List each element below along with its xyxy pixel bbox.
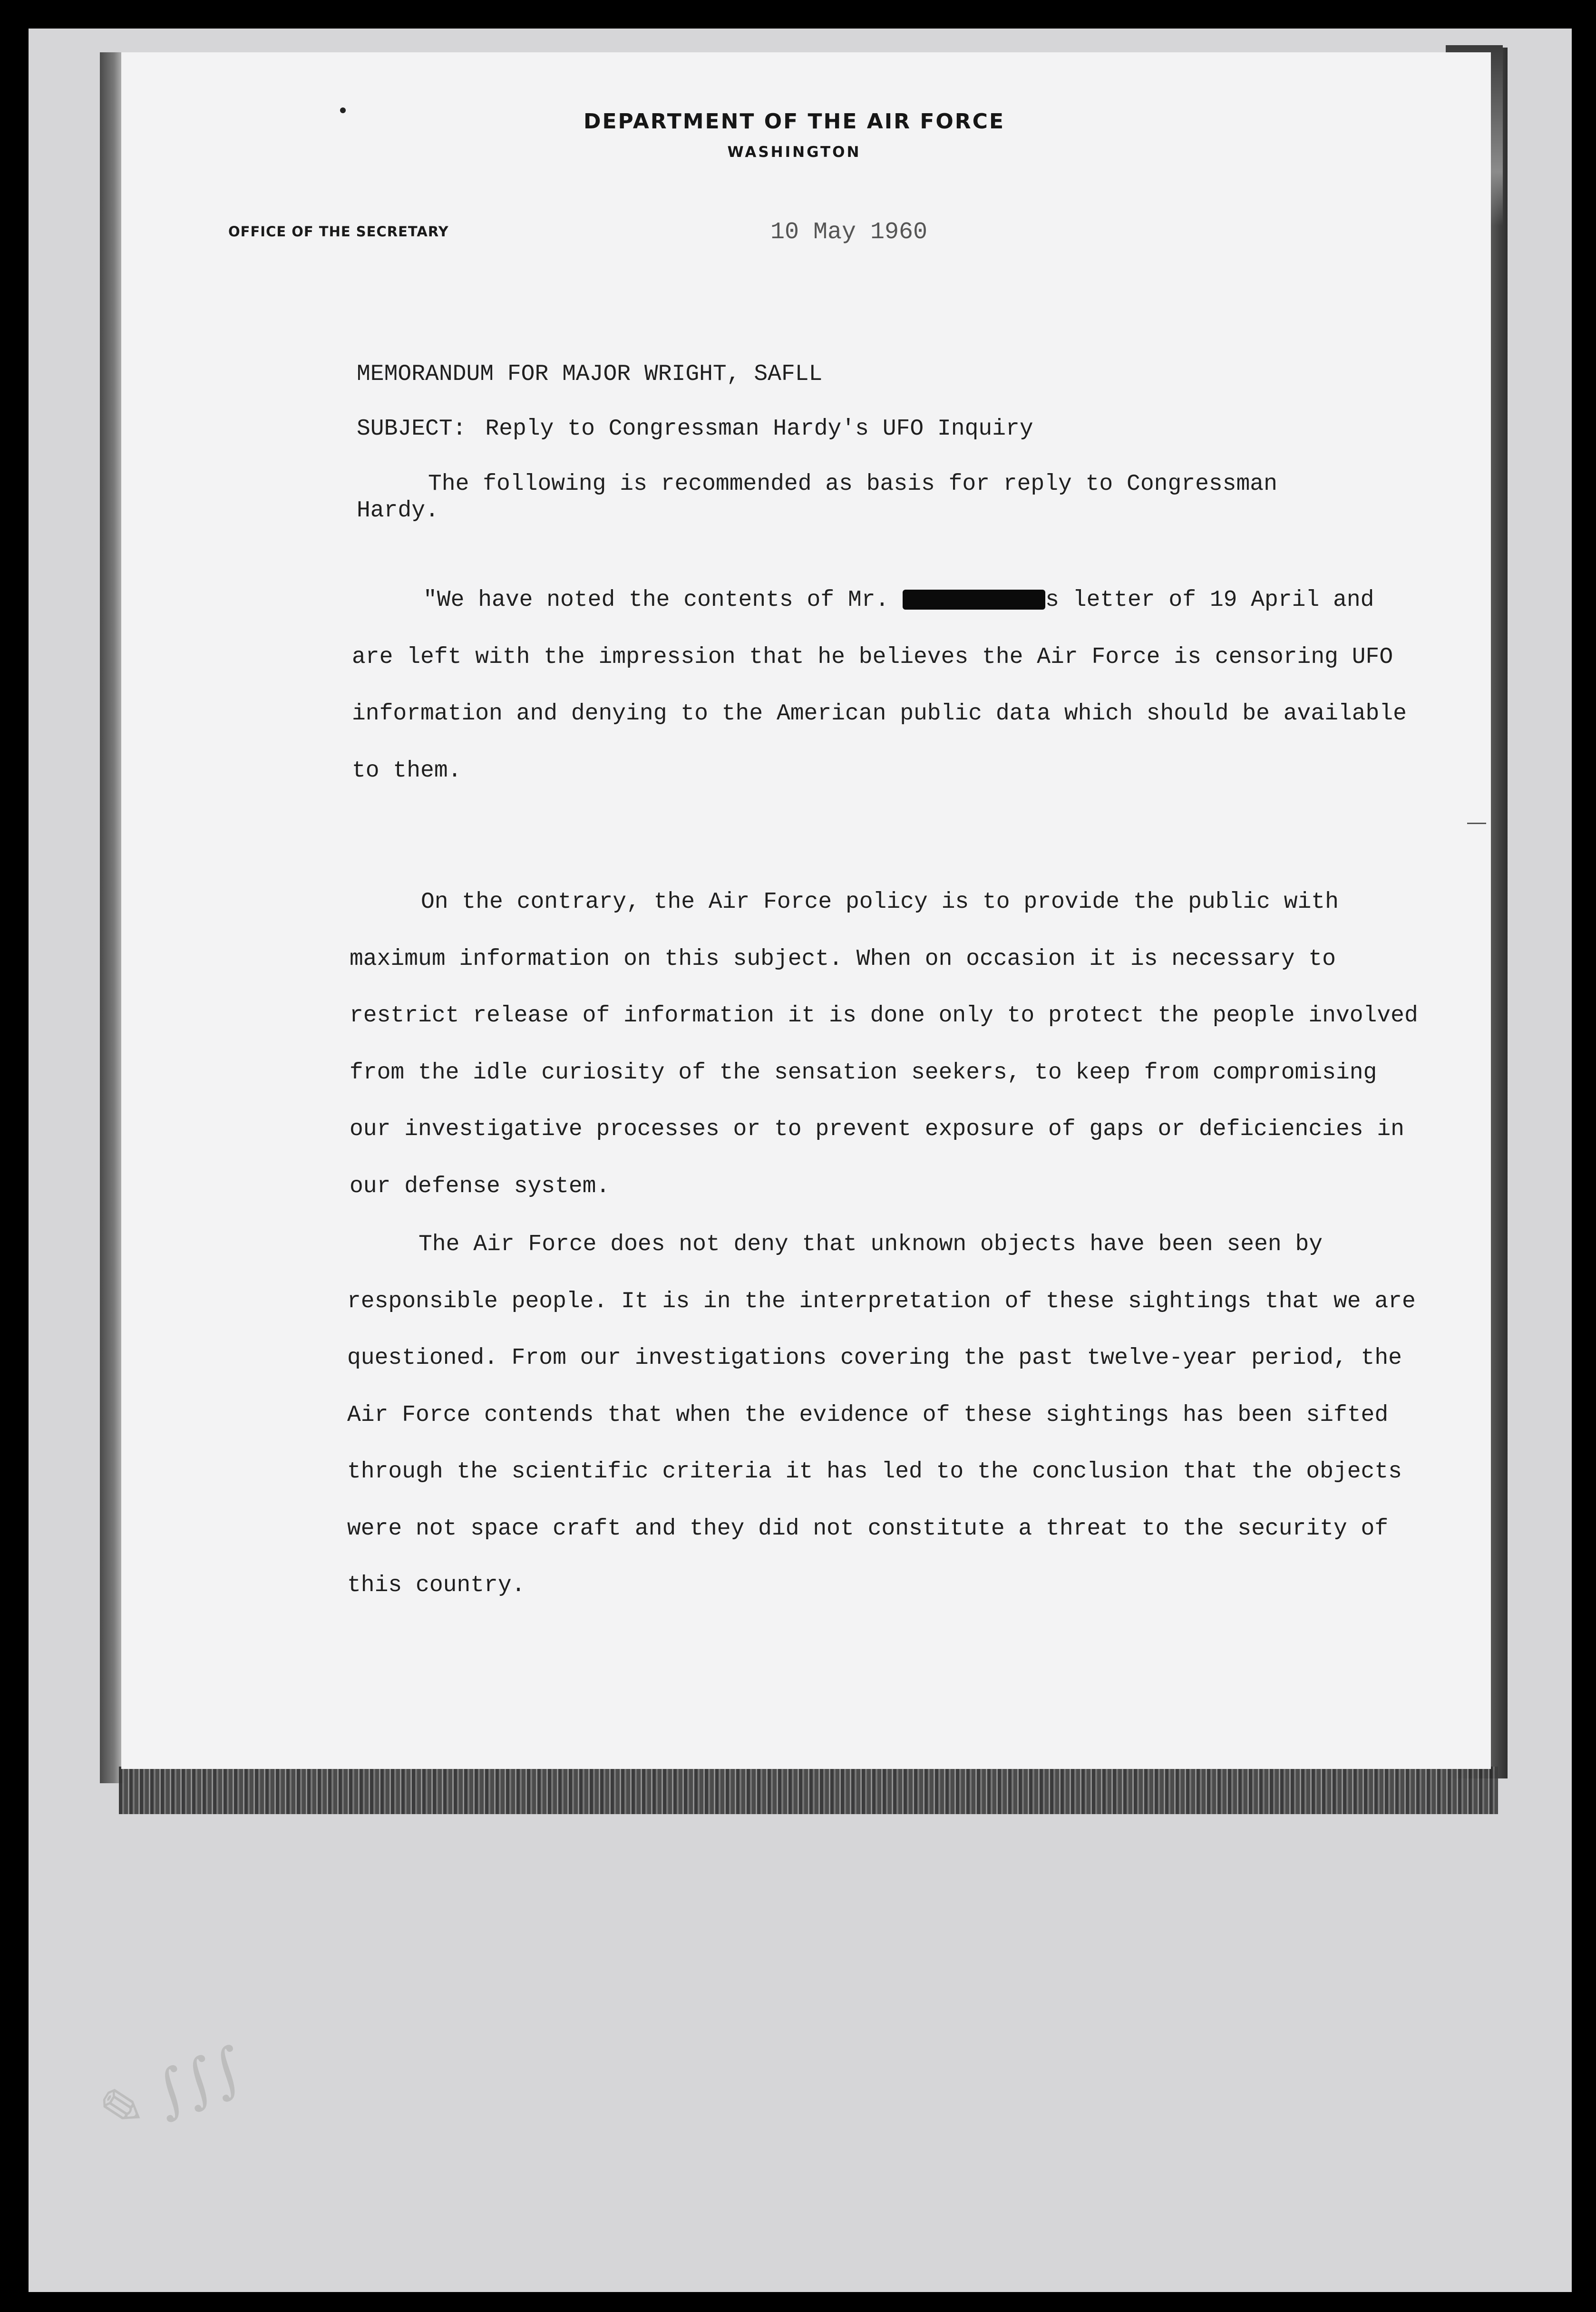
sheet-left-shadow [100,52,124,1783]
intro-paragraph [357,471,1336,524]
subject-label: SUBJECT: [357,416,467,442]
paragraph-1-rest: s letter of 19 April and are left with the impression that he believes the Air Force is censoring UFO information and denying to the American public data which should be available to them. [352,587,1407,784]
office-label: OFFICE OF THE SECRETARY [228,223,449,240]
subject-line [357,416,1033,442]
subject-text: Reply to Congressman Hardy's UFO Inquiry [485,416,1033,442]
letter-paragraph-2 [350,874,1424,1215]
letter-paragraph-3 [347,1216,1422,1614]
letter-paragraph-1 [352,572,1427,799]
paragraph-1-start: "We have noted the contents of Mr. [423,587,903,613]
margin-mark [1467,823,1486,824]
paragraph-3-text: The Air Force does not deny that unknown objects have been seen by responsible people. It is in the interpretation of these sightings that we are questioned. From our investigations covering the past twelve-year period, the Air Force contends that when the evidence of these sightings has been sifted through the scientific criteria it has led to the conclusion that the objects were not space craft and they did not constitute a threat to the security of this country. [347,1232,1416,1598]
city-heading: WASHINGTON [727,144,861,161]
paragraph-2-text: On the contrary, the Air Force policy is to provide the public with maximum information on this subject. When on occasion it is necessary to restrict release of information it is done only to protect the people involved from the idle curiosity of the sensation seekers, to keep from compromising our investigative processes or to prevent exposure of gaps or deficiencies in our defense system. [350,889,1418,1199]
memo-date: 10 May 1960 [770,219,928,246]
intro-text: The following is recommended as basis for reply to Congressman Hardy. [357,471,1277,524]
memo-addressee: MEMORANDUM FOR MAJOR WRIGHT, SAFLL [357,361,823,387]
handwritten-scribble-icon: ✎ ∫∫∫ [84,2034,253,2150]
department-heading: DEPARTMENT OF THE AIR FORCE [583,109,1005,134]
redaction-block [903,590,1045,610]
memo-sheet [121,52,1491,1769]
sheet-bottom-shadow [119,1767,1498,1814]
